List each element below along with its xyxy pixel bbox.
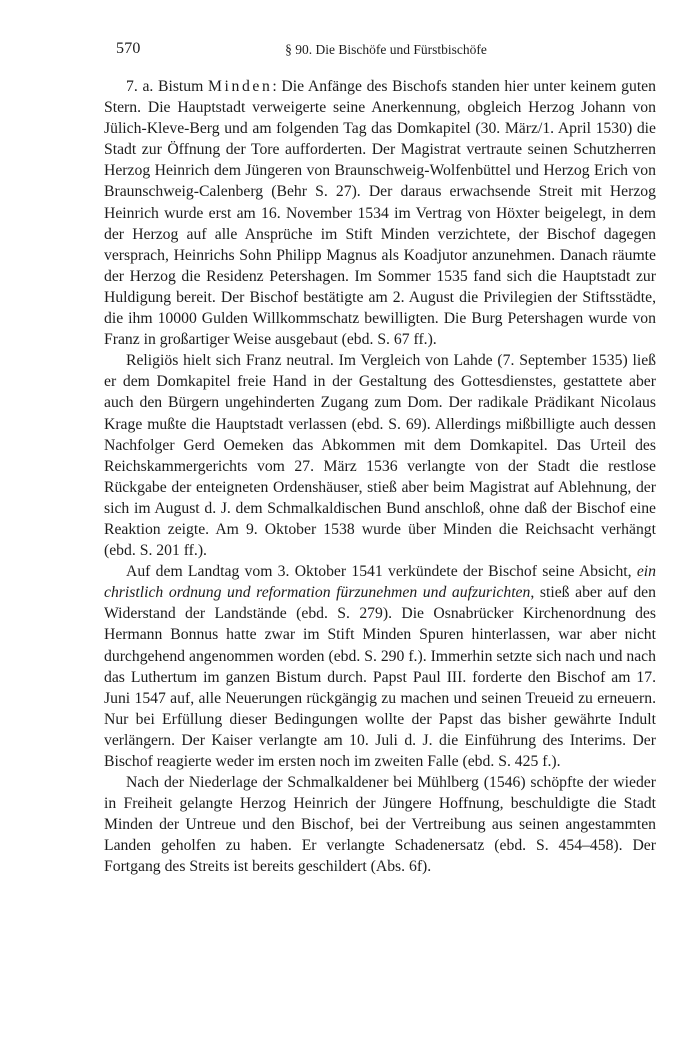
- paragraph-muehlberg: Nach der Niederlage der Schmalkaldener bei Mühlberg (1546) schöpfte der wieder in Freiheit gelangte Herzog Heinrich der Jüngere Hoffnung, beschuldigte die Stadt Minden der Untreue und den Bischof, bei der Vertreibung aus seinen angestammten Landen geholfen zu haben. Er verlangte Schadenersatz (ebd. S. 454–458). Der Fortgang des Streits ist bereits geschildert (Abs. 6f).: [104, 774, 656, 876]
- paragraph-text-before-quote: Auf dem Landtag vom 3. Oktober 1541 verkündete der Bischof seine Absicht,: [126, 563, 637, 581]
- paragraph-text-after-quote: , stieß aber auf den Widerstand der Landstände (ebd. S. 279). Die Osnabrücker Kirchenordnung des Hermann Bonnus hatte zwar im Stift Minden Spuren hinterlassen, war aber nicht durchgehend angenommen worden (ebd. S. 290 f.). Immerhin setzte sich nach und nach das Luthertum im ganzen Bistum durch. Papst Paul III. forderte den Bischof am 17. Juni 1547 auf, alle Neuerungen rückgängig zu machen und seinen Treueid zu erneuern. Nur bei Erfüllung dieser Bedingungen wollte der Papst das bisher gewährte Indult verlängern. Der Kaiser verlangte am 10. Juli d. J. die Einführung des Interims. Der Bischof reagierte weder im ersten noch im zweiten Falle (ebd. S. 425 f.).: [104, 584, 656, 770]
- paragraph-bistum-minden: [104, 76, 656, 350]
- paragraph-text: : Die Anfänge des Bischofs standen hier unter keinem guten Stern. Die Hauptstadt verweigerte seine Anerkennung, obgleich Herzog Johann von Jülich-Kleve-Berg und am folgenden Tag das Domkapitel (30. März/1. April 1530) die Stadt zur Öffnung der Tore aufforderten. Der Magistrat vertraute seinen Schutzherren Herzog Heinrich dem Jüngeren von Braunschweig-Wolfenbüttel und Herzog Erich von Braunschweig-Calenberg (Behr S. 27). Der daraus erwachsende Streit mit Herzog Heinrich wurde erst am 16. November 1534 im Vertrag von Höxter beigelegt, in dem der Herzog auf alle Ansprüche im Stift Minden verzichtete, der Bischof dagegen versprach, Heinrichs Sohn Philipp Magnus als Koadjutor anzunehmen. Danach räumte der Herzog die Residenz Petershagen. Im Sommer 1535 fand sich die Hauptstadt zur Huldigung bereit. Der Bischof bestätigte am 2. August die Privilegien der Stiftsstädte, die ihm 10000 Gulden Willkommschatz bewilligten. Die Burg Petershagen wurde von Franz in großartiger Weise ausgebaut (ebd. S. 67 ff.).: [104, 78, 656, 349]
- running-title: § 90. Die Bischöfe und Fürstbischöfe: [285, 42, 487, 57]
- paragraph-lead: 7. a. Bistum: [126, 78, 208, 95]
- body-text: [104, 76, 656, 878]
- page-header: [116, 40, 656, 60]
- italic-quotation: ein christlich ordnung und reformation fürzunehmen und aufzurichten: [104, 563, 656, 602]
- spaced-heading-word: Minden: [208, 78, 273, 95]
- page-number: 570: [116, 40, 141, 57]
- paragraph-landtag-1541: [104, 561, 656, 772]
- paragraph-religious-neutrality: Religiös hielt sich Franz neutral. Im Vergleich von Lahde (7. September 1535) ließ er dem Domkapitel freie Hand in der Gestaltung des Gottesdienstes, gestattete aber auch den Bürgern ungehinderten Zugang zum Dom. Der radikale Prädikant Nicolaus Krage mußte die Hauptstadt verlassen (ebd. S. 69). Allerdings mißbilligte auch dessen Nachfolger Gerd Oemeken das Abkommen mit dem Domkapitel. Das Urteil des Reichskammergerichts vom 27. März 1536 verlangte von der Stadt die restlose Rückgabe der enteigneten Ordenshäuser, stieß aber beim Magistrat auf Ablehnung, der sich im August d. J. dem Schmalkaldischen Bund anschloß, ohne daß der Bischof eine Reaktion zeigte. Am 9. Oktober 1538 wurde über Minden die Reichsacht verhängt (ebd. S. 201 ff.).: [104, 352, 656, 560]
